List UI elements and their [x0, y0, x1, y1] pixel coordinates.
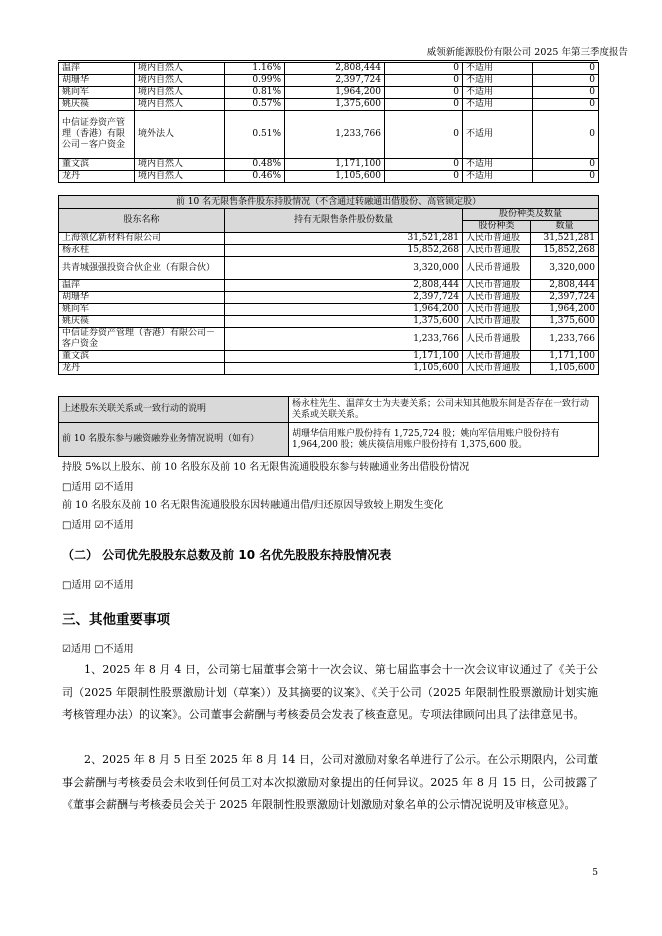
table1-cell: 姚庆篌 [59, 99, 135, 111]
table-row [59, 363, 599, 375]
table-row [59, 257, 599, 280]
table2-cell: 3,320,000 [225, 257, 463, 280]
table1-cell: 0 [533, 171, 599, 183]
top10-unrestricted-table [58, 195, 599, 375]
table-row [59, 75, 599, 87]
table1-cell: 境内自然人 [135, 99, 225, 111]
table2-cell: 2,808,444 [225, 280, 463, 292]
table1-cell: 0 [533, 63, 599, 75]
table2-cell: 龙丹 [59, 363, 225, 375]
table1-cell: 0.46% [225, 171, 285, 183]
table2-cell: 1,233,766 [225, 328, 463, 351]
table-row [59, 63, 599, 75]
table-row [59, 397, 599, 423]
table1-cell: 不适用 [463, 63, 533, 75]
section2-heading: （二） 公司优先股股东总数及前 10 名优先股股东持股情况表 [62, 548, 392, 562]
table2-cell: 1,105,600 [225, 363, 463, 375]
table-row [59, 292, 599, 304]
table1-cell: 龙丹 [59, 171, 135, 183]
table2-cell: 1,964,200 [225, 304, 463, 316]
table1-cell: 0.99% [225, 75, 285, 87]
table1-cell: 姚向军 [59, 87, 135, 99]
table1-cell: 0 [533, 111, 599, 159]
table1-cell: 境内自然人 [135, 171, 225, 183]
table2-cell: 人民币普通股 [463, 245, 531, 257]
table2-cell: 人民币普通股 [463, 257, 531, 280]
table1-cell: 0 [385, 111, 463, 159]
relationship-notes-table [58, 396, 599, 457]
section3-heading: 三、其他重要事项 [62, 612, 170, 628]
section2-status: □适用 ☑不适用 [62, 580, 134, 591]
table2-header-quantity: 持有无限售条件股份数量 [225, 209, 463, 233]
table1-cell: 不适用 [463, 171, 533, 183]
table-row [59, 245, 599, 257]
table1-cell: 0.57% [225, 99, 285, 111]
table-row [59, 99, 599, 111]
table2-cell: 2,397,724 [225, 292, 463, 304]
table-row [59, 351, 599, 363]
table2-cell: 人民币普通股 [463, 233, 531, 245]
table1-cell: 1,233,766 [285, 111, 385, 159]
table-row [59, 328, 599, 351]
table-row [59, 159, 599, 171]
table1-cell: 不适用 [463, 111, 533, 159]
table1-cell: 不适用 [463, 75, 533, 87]
table-row [59, 111, 599, 159]
note-lending-change: 前 10 名股东及前 10 名无限售流通股股东因转融通出借/归还原因导致较上期发生变化 [62, 500, 444, 511]
table1-cell: 0 [385, 75, 463, 87]
table1-cell: 境内自然人 [135, 87, 225, 99]
table2-cell: 人民币普通股 [463, 292, 531, 304]
table-row [59, 233, 599, 245]
table2-cell: 温萍 [59, 280, 225, 292]
table1-cell: 中信证券资产管理（香港）有限公司－客户资金 [59, 111, 135, 159]
table2-cell: 胡珊华 [59, 292, 225, 304]
note-securities-lending-status: □适用 ☑不适用 [62, 482, 134, 493]
table1-cell: 境外法人 [135, 111, 225, 159]
table2-header-type-qty: 股份种类及数量 [463, 209, 599, 221]
table2-cell: 姚向军 [59, 304, 225, 316]
table1-cell: 0 [385, 159, 463, 171]
table1-cell: 0.81% [225, 87, 285, 99]
page-number: 5 [592, 868, 598, 878]
table1-cell: 2,397,724 [285, 75, 385, 87]
table1-cell: 0.51% [225, 111, 285, 159]
table1-cell: 不适用 [463, 99, 533, 111]
table2-cell: 董文滨 [59, 351, 225, 363]
table1-cell: 温萍 [59, 63, 135, 75]
table1-cell: 1,964,200 [285, 87, 385, 99]
table1-cell: 2,808,444 [285, 63, 385, 75]
table2-cell: 人民币普通股 [463, 304, 531, 316]
table2-cell: 1,375,600 [531, 316, 599, 328]
table2-cell: 1,233,766 [531, 328, 599, 351]
table3-value: 胡珊华信用账户股份持有 1,725,724 股；姚向军信用账户股份持有 1,964,200 股；姚庆篌信用账户股份持有 1,375,600 股。 [289, 423, 599, 457]
table-row [59, 171, 599, 183]
table2-cell: 1,105,600 [531, 363, 599, 375]
header-divider [58, 60, 598, 61]
table-row [59, 304, 599, 316]
table1-cell: 不适用 [463, 159, 533, 171]
table2-cell: 1,171,100 [531, 351, 599, 363]
table-row [59, 87, 599, 99]
table1-cell: 不适用 [463, 87, 533, 99]
table1-cell: 0 [385, 63, 463, 75]
table2-cell: 人民币普通股 [463, 280, 531, 292]
note-securities-lending: 持股 5%以上股东、前 10 名股东及前 10 名无限售流通股股东参与转融通业务出借股份情况 [62, 462, 470, 473]
table1-cell: 0 [385, 87, 463, 99]
table2-title: 前 10 名无限售条件股东持股情况（不含通过转融通出借股份、高管锁定股） [59, 196, 599, 209]
table1-cell: 0.48% [225, 159, 285, 171]
table1-cell: 0 [385, 171, 463, 183]
table2-cell: 15,852,268 [225, 245, 463, 257]
table2-header-amount: 数量 [531, 221, 599, 233]
table1-cell: 1,375,600 [285, 99, 385, 111]
table2-cell: 杨永柱 [59, 245, 225, 257]
section3-paragraph-2: 2、2025 年 8 月 5 日至 2025 年 8 月 14 日，公司对激励对象名单进行了公示。在公示期限内，公司董事会薪酬与考核委员会未收到任何员工对本次拟激励对象提出的任何异议。2025 年 8 月 15 日，公司披露了《董事会薪酬与考核委员会关于 2025 年限制性股票激励计划激励对象名单的公示情况说明及审核意见》。 [62, 753, 598, 811]
table1-cell: 境内自然人 [135, 75, 225, 87]
table2-header-name: 股东名称 [59, 209, 225, 233]
table1-cell: 1,105,600 [285, 171, 385, 183]
report-header: 威领新能源股份有限公司 2025 年第三季度报告 [426, 47, 628, 58]
table2-cell: 上海领亿新材料有限公司 [59, 233, 225, 245]
table-row [59, 316, 599, 328]
table1-cell: 境内自然人 [135, 63, 225, 75]
table1-cell: 胡珊华 [59, 75, 135, 87]
table2-cell: 共青城强强投资合伙企业（有限合伙） [59, 257, 225, 280]
table1-cell: 境内自然人 [135, 159, 225, 171]
table2-cell: 人民币普通股 [463, 351, 531, 363]
table2-cell: 人民币普通股 [463, 328, 531, 351]
table1-cell: 0 [385, 99, 463, 111]
table1-cell: 0 [533, 75, 599, 87]
table1-cell: 0 [533, 159, 599, 171]
table2-header-type: 股份种类 [463, 221, 531, 233]
section3-status: ☑适用 □不适用 [62, 644, 134, 655]
table3-label: 前 10 名股东参与融资融券业务情况说明（如有） [59, 423, 289, 457]
table2-cell: 2,397,724 [531, 292, 599, 304]
top10-shareholders-table [58, 62, 599, 183]
table1-cell: 董文滨 [59, 159, 135, 171]
table2-cell: 中信证券资产管理（香港）有限公司－客户资金 [59, 328, 225, 351]
table1-cell: 1.16% [225, 63, 285, 75]
table3-label: 上述股东关联关系或一致行动的说明 [59, 397, 289, 423]
table2-cell: 2,808,444 [531, 280, 599, 292]
table2-cell: 31,521,281 [531, 233, 599, 245]
table2-cell: 3,320,000 [531, 257, 599, 280]
table1-cell: 1,171,100 [285, 159, 385, 171]
table2-cell: 人民币普通股 [463, 316, 531, 328]
table2-cell: 15,852,268 [531, 245, 599, 257]
table2-cell: 人民币普通股 [463, 363, 531, 375]
table3-value: 杨永柱先生、温萍女士为夫妻关系；公司未知其他股东间是否存在一致行动关系或关联关系。 [289, 397, 599, 423]
table2-cell: 1,964,200 [531, 304, 599, 316]
table-row [59, 280, 599, 292]
table1-cell: 0 [533, 99, 599, 111]
table-row [59, 423, 599, 457]
table2-cell: 姚庆篌 [59, 316, 225, 328]
table2-cell: 1,375,600 [225, 316, 463, 328]
note-lending-change-status: □适用 ☑不适用 [62, 520, 134, 531]
table1-cell: 0 [533, 87, 599, 99]
section3-paragraph-1: 1、2025 年 8 月 4 日，公司第七届董事会第十一次会议、第七届监事会十一次会议审议通过了《关于公司（2025 年限制性股票激励计划（草案））及其摘要的议案》、《关于公司（2025 年限制性股票激励计划实施考核管理办法）的议案》。公司董事会薪酬与考核委员会发表了核查意见。专项法律顾问出具了法律意见书。 [62, 663, 598, 721]
table2-cell: 31,521,281 [225, 233, 463, 245]
table2-cell: 1,171,100 [225, 351, 463, 363]
